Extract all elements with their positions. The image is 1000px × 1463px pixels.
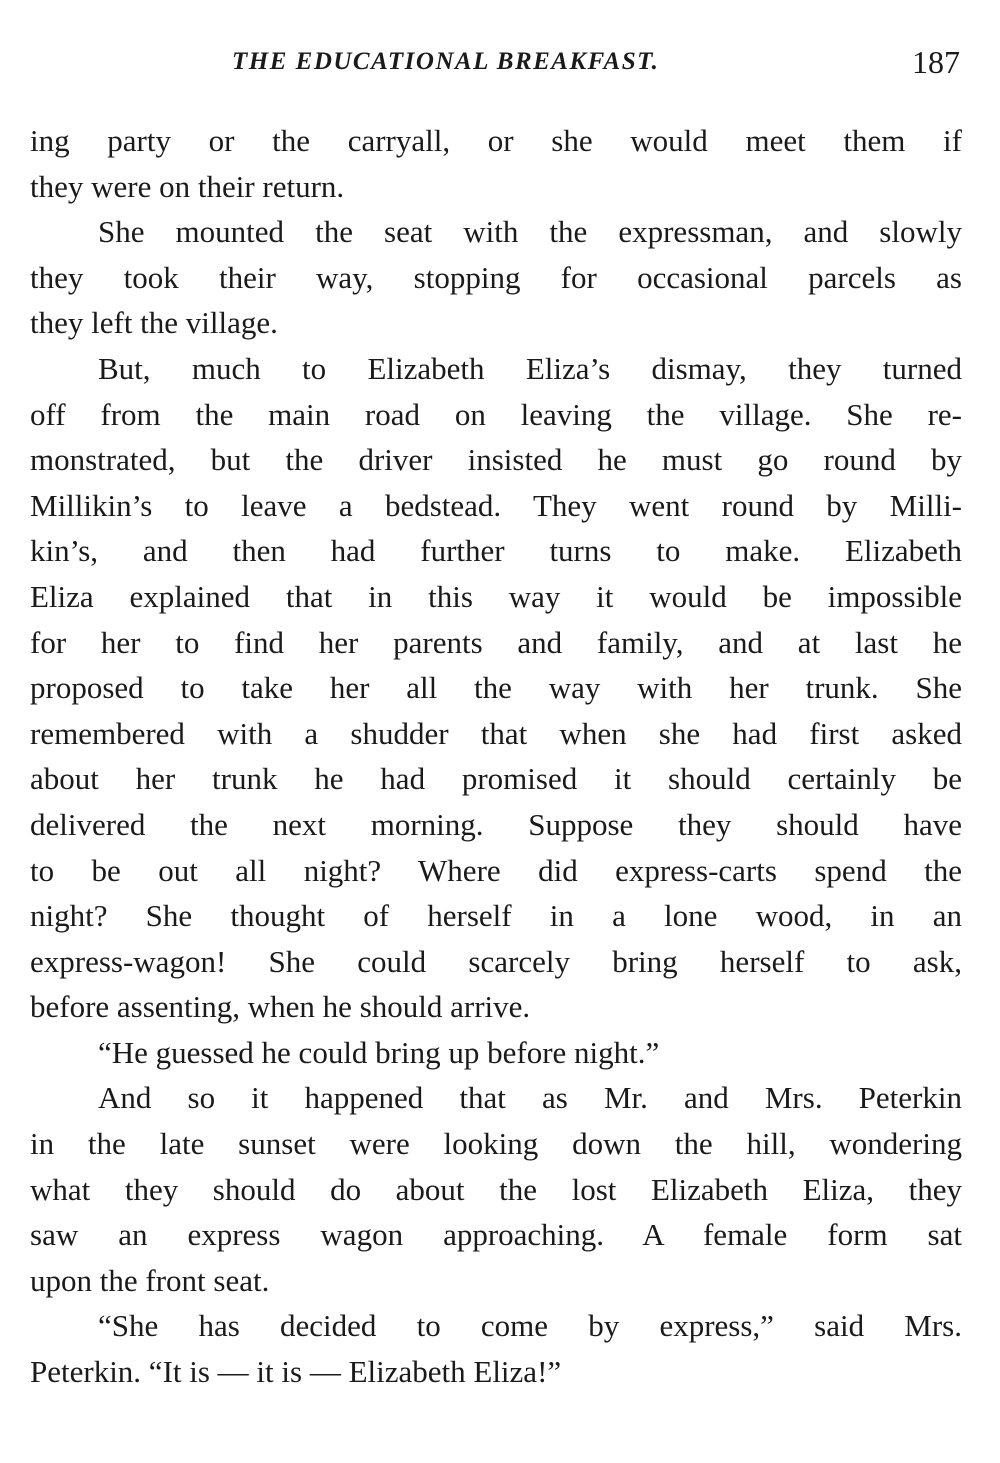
text-line: Peterkin. “It is — it is — Elizabeth Eliza!” <box>30 1354 562 1390</box>
text-line: they left the village. <box>30 305 278 341</box>
text-line: off from the main road on leaving the village. She re- <box>30 396 962 432</box>
text-line: night? She thought of herself in a lone wood, in an <box>30 898 962 934</box>
text-line: for her to find her parents and family, and at last he <box>30 624 962 660</box>
body-text <box>30 118 962 1395</box>
text-line: before assenting, when he should arrive. <box>30 989 531 1025</box>
text-line: they were on their return. <box>30 168 345 204</box>
text-line: they took their way, stopping for occasional parcels as <box>30 259 962 295</box>
page-number: 187 <box>912 44 960 80</box>
text-line: monstrated, but the driver insisted he must go round by <box>30 442 962 478</box>
text-line: kin’s, and then had further turns to make. Elizabeth <box>30 533 962 569</box>
text-line: remembered with a shudder that when she had first asked <box>30 715 962 751</box>
text-line: upon the front seat. <box>30 1262 270 1298</box>
text-line: And so it happened that as Mr. and Mrs. Peterkin <box>98 1080 962 1116</box>
text-line: Eliza explained that in this way it would be impossible <box>30 578 962 614</box>
text-line: She mounted the seat with the expressman, and slowly <box>98 214 962 250</box>
text-line: “He guessed he could bring up before night.” <box>98 1034 660 1070</box>
running-title: THE EDUCATIONAL BREAKFAST. <box>232 48 660 75</box>
text-line: ing party or the carryall, or she would meet them if <box>30 123 962 158</box>
text-line: express-wagon! She could scarcely bring herself to ask, <box>30 943 962 979</box>
page-header <box>0 44 1000 84</box>
text-line: in the late sunset were looking down the hill, wondering <box>30 1126 962 1162</box>
text-line: Millikin’s to leave a bedstead. They went round by Milli- <box>30 487 962 523</box>
text-line: delivered the next morning. Suppose they should have <box>30 806 962 842</box>
text-line: proposed to take her all the way with her trunk. She <box>30 670 962 706</box>
text-line: what they should do about the lost Elizabeth Eliza, they <box>30 1171 962 1207</box>
text-line: saw an express wagon approaching. A female form sat <box>30 1217 962 1253</box>
text-line: to be out all night? Where did express-carts spend the <box>30 852 962 888</box>
text-line: But, much to Elizabeth Eliza’s dismay, they turned <box>98 350 962 386</box>
text-line: about her trunk he had promised it should certainly be <box>30 761 962 797</box>
text-line: “She has decided to come by express,” said Mrs. <box>98 1308 962 1344</box>
